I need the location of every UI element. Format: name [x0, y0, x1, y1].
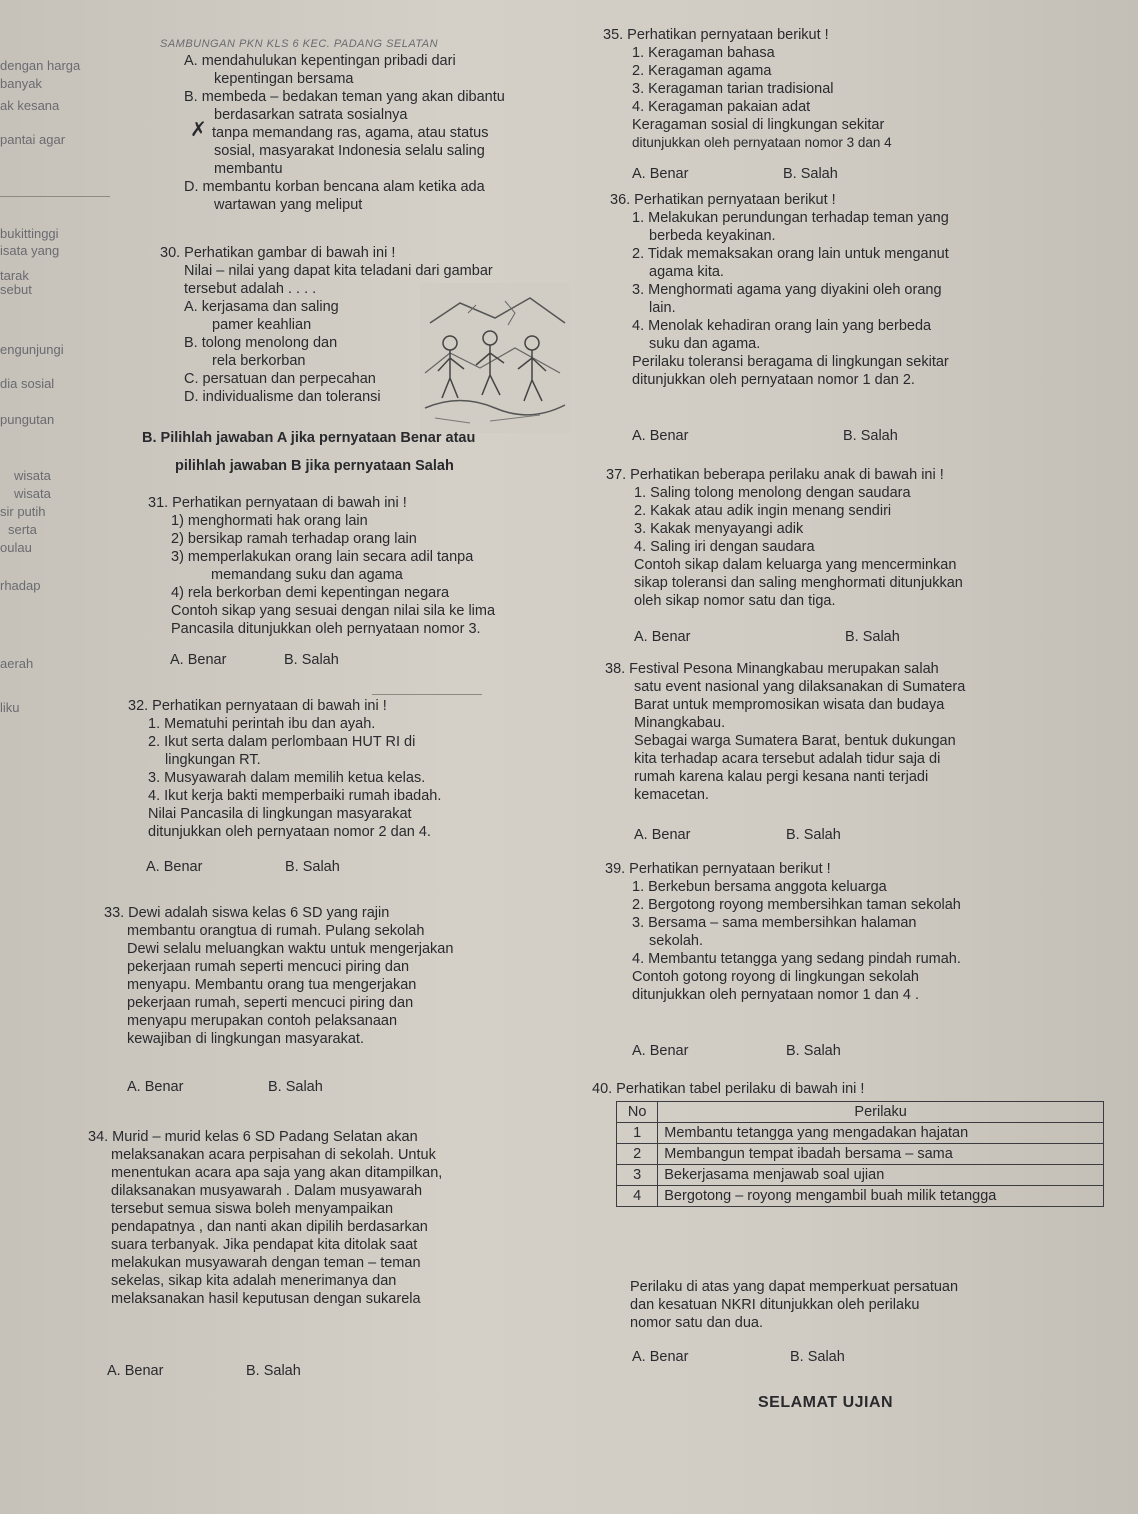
q40-stem: 40. Perhatikan tabel perilaku di bawah ini ! [592, 1081, 865, 1097]
statement-cont: sekolah. [649, 933, 704, 949]
q38-line: Minangkabau. [634, 715, 726, 731]
statement: 2. Keragaman agama [632, 63, 772, 79]
q33-line: menyapu. Membantu orang tua mengerjakan [127, 977, 417, 993]
conclusion: Pancasila ditunjukkan oleh pernyataan nomor 3. [171, 621, 481, 637]
statement-cont: lain. [649, 300, 676, 316]
cross-mark-icon: ✗ [190, 119, 207, 141]
option-salah[interactable]: B. Salah [786, 827, 841, 843]
q33-line: menyapu merupakan contoh pelaksanaan [127, 1013, 398, 1029]
statement-cont: suku dan agama. [649, 336, 761, 352]
option-c-cont: sosial, masyarakat Indonesia selalu saling [214, 143, 485, 159]
question-31 [148, 494, 495, 638]
statement: 4. Saling iri dengan saudara [634, 539, 815, 555]
question-36 [610, 191, 949, 389]
q33-line: membantu orangtua di rumah. Pulang sekolah [127, 923, 425, 939]
margin-text: pantai agar [0, 132, 66, 147]
question-35 [603, 26, 892, 152]
q38-line: 38. Festival Pesona Minangkabau merupakan salah [605, 661, 939, 677]
question-32 [128, 697, 441, 841]
q34-line: sekelas, sikap kita adalah menerimanya dan [111, 1273, 397, 1289]
statement: 3. Kakak menyayangi adik [634, 521, 804, 537]
option-salah[interactable]: B. Salah [285, 859, 340, 875]
illustration-people-sketch [420, 283, 570, 433]
option-salah[interactable]: B. Salah [268, 1079, 323, 1095]
q34-line: suara terbanyak. Jika pendapat kita ditolak saat [111, 1237, 418, 1253]
conclusion: sikap toleransi dan saling menghormati ditunjukkan [634, 575, 963, 591]
document-header: SAMBUNGAN PKN KLS 6 KEC. PADANG SELATAN [160, 38, 439, 50]
option-benar[interactable]: A. Benar [632, 428, 689, 444]
option-salah[interactable]: B. Salah [845, 629, 900, 645]
option-salah[interactable]: B. Salah [246, 1363, 301, 1379]
q34-line: tersebut semua siswa boleh menyampaikan [111, 1201, 394, 1217]
q38-line: satu event nasional yang dilaksanakan di Sumatera [634, 679, 966, 695]
margin-text: dengan harga [0, 58, 81, 73]
q37-stem: 37. Perhatikan beberapa perilaku anak di bawah ini ! [606, 467, 944, 483]
statement: 1. Melakukan perundungan terhadap teman yang [632, 210, 949, 226]
table-row [617, 1165, 1104, 1186]
conclusion: Keragaman sosial di lingkungan sekitar [632, 117, 885, 133]
option-salah[interactable]: B. Salah [786, 1043, 841, 1059]
option-benar[interactable]: A. Benar [632, 1349, 689, 1365]
illustration-image [420, 283, 570, 433]
option-d-cont: wartawan yang meliput [214, 197, 363, 213]
q40-conclusion [630, 1278, 958, 1332]
option-a-cont: pamer keahlian [212, 317, 312, 333]
q33-line: kewajiban di lingkungan masyarakat. [127, 1031, 364, 1047]
statement: 4. Membantu tetangga yang sedang pindah rumah. [632, 951, 961, 967]
statement: 4. Menolak kehadiran orang lain yang berbeda [632, 318, 932, 334]
question-37 [606, 466, 963, 610]
margin-text: pungutan [0, 412, 55, 427]
margin-text: rhadap [0, 578, 41, 593]
option-benar[interactable]: A. Benar [127, 1079, 184, 1095]
margin-text: sebut [0, 282, 32, 297]
margin-text: dia sosial [0, 376, 55, 391]
q38-line: kita terhadap acara tersebut adalah tidur saja di [634, 751, 941, 767]
margin-text: bukittinggi [0, 226, 59, 241]
cell-no: 3 [617, 1165, 658, 1186]
conclusion: Contoh sikap dalam keluarga yang mencerminkan [634, 557, 957, 573]
option-salah[interactable]: B. Salah [790, 1349, 845, 1365]
margin-text: wisata [14, 468, 51, 483]
statement: 4) rela berkorban demi kepentingan negara [171, 585, 450, 601]
q38-line: rumah karena kalau pergi kesana nanti terjadi [634, 769, 929, 785]
q34-line: menentukan acara apa saja yang akan ditampilkan, [111, 1165, 443, 1181]
q32-stem: 32. Perhatikan pernyataan di bawah ini ! [128, 698, 387, 714]
q34-line: melaksanakan acara perpisahan di sekolah. Untuk [111, 1147, 436, 1163]
option-a-cont: kepentingan bersama [214, 71, 354, 87]
option-salah[interactable]: B. Salah [843, 428, 898, 444]
q34-line: melaksanakan hasil keputusan dengan sukarela [111, 1291, 421, 1307]
margin-text: wisata [14, 486, 51, 501]
conclusion: ditunjukkan oleh pernyataan nomor 2 dan 4. [148, 824, 431, 840]
margin-text: oulau [0, 540, 32, 555]
margin-text: aerah [0, 656, 34, 671]
option-benar[interactable]: A. Benar [146, 859, 203, 875]
option-b-cont: rela berkorban [212, 353, 306, 369]
cell-no: 4 [617, 1186, 658, 1207]
q38-line: Barat untuk mempromosikan wisata dan budaya [634, 697, 945, 713]
statement: 1. Keragaman bahasa [632, 45, 775, 61]
conclusion: oleh sikap nomor satu dan tiga. [634, 593, 836, 609]
option-c-text: tanpa memandang ras, agama, atau status [212, 125, 489, 141]
q30-stem: 30. Perhatikan gambar di bawah ini ! [160, 245, 396, 261]
statement: 2. Tidak memaksakan orang lain untuk menganut [632, 246, 949, 262]
option-c-cont2: membantu [214, 161, 283, 177]
q31-stem: 31. Perhatikan pernyataan di bawah ini ! [148, 495, 407, 511]
question-29-options [184, 52, 505, 214]
conclusion: Contoh sikap yang sesuai dengan nilai sila ke lima [171, 603, 496, 619]
conclusion: Contoh gotong royong di lingkungan sekolah [632, 969, 919, 985]
option-benar[interactable]: A. Benar [634, 827, 691, 843]
conclusion: nomor satu dan dua. [630, 1315, 764, 1331]
margin-text: banyak [0, 76, 42, 91]
statement: 1. Mematuhi perintah ibu dan ayah. [148, 716, 376, 732]
statement: 2. Bergotong royong membersihkan taman sekolah [632, 897, 961, 913]
q36-stem: 36. Perhatikan pernyataan berikut ! [610, 192, 836, 208]
q34-line: pendapatnya , dan nanti akan dipilih berdasarkan [111, 1219, 428, 1235]
cell-perilaku: Bekerjasama menjawab soal ujian [658, 1165, 1104, 1186]
q34-line: 34. Murid – murid kelas 6 SD Padang Selatan akan [88, 1129, 418, 1145]
statement: 3. Bersama – sama membersihkan halaman [632, 915, 917, 931]
option-benar[interactable]: A. Benar [107, 1363, 164, 1379]
conclusion: ditunjukkan oleh pernyataan nomor 1 dan 4 . [632, 987, 919, 1003]
statement-cont: berbeda keyakinan. [649, 228, 776, 244]
statement: 3. Musyawarah dalam memilih ketua kelas. [148, 770, 426, 786]
question-34 [88, 1128, 442, 1308]
q33-line: 33. Dewi adalah siswa kelas 6 SD yang rajin [104, 905, 390, 921]
option-c [184, 119, 505, 142]
option-b: B. tolong menolong dan [184, 335, 338, 351]
statement: 3. Keragaman tarian tradisional [632, 81, 834, 97]
conclusion: dan kesatuan NKRI ditunjukkan oleh perilaku [630, 1297, 920, 1313]
margin-text: ak kesana [0, 98, 60, 113]
option-d: D. individualisme dan toleransi [184, 389, 381, 405]
section-b-instruction-cont: pilihlah jawaban B jika pernyataan Salah [175, 458, 454, 474]
statement: 3. Menghormati agama yang diyakini oleh orang [632, 282, 942, 298]
margin-text: isata yang [0, 243, 60, 258]
statement: 2) bersikap ramah terhadap orang lain [171, 531, 417, 547]
option-benar[interactable]: A. Benar [632, 1043, 689, 1059]
option-benar[interactable]: A. Benar [634, 629, 691, 645]
statement-cont: lingkungan RT. [165, 752, 261, 768]
statement: 1) menghormati hak orang lain [171, 513, 368, 529]
option-benar[interactable]: A. Benar [632, 166, 689, 182]
section-b-instruction: B. Pilihlah jawaban A jika pernyataan Benar atau [142, 430, 476, 446]
option-a: A. kerjasama dan saling [184, 299, 339, 315]
cell-perilaku: Bergotong – royong mengambil buah milik tetangga [658, 1186, 1104, 1207]
question-39 [605, 860, 961, 1004]
margin-text: sir putih [0, 504, 46, 519]
q33-line: Dewi selalu meluangkan waktu untuk mengerjakan [127, 941, 454, 957]
conclusion: ditunjukkan oleh pernyataan nomor 3 dan 4 [632, 135, 892, 150]
question-33 [104, 904, 453, 1048]
q38-line: Sebagai warga Sumatera Barat, bentuk dukungan [634, 733, 956, 749]
q30-line: tersebut adalah . . . . [184, 281, 317, 297]
margin-text: tarak [0, 268, 29, 283]
q38-line: kemacetan. [634, 787, 709, 803]
statement: 4. Keragaman pakaian adat [632, 99, 811, 115]
perilaku-table [616, 1101, 1104, 1207]
q33-line: pekerjaan rumah seperti mencuci piring dan [127, 959, 410, 975]
margin-text: serta [8, 522, 37, 537]
conclusion: Nilai Pancasila di lingkungan masyarakat [148, 806, 412, 822]
q34-line: dilaksanakan musyawarah . Dalam musyawarah [111, 1183, 423, 1199]
option-b-cont: berdasarkan satrata sosialnya [214, 107, 408, 123]
margin-text: liku [0, 700, 20, 715]
conclusion: Perilaku di atas yang dapat memperkuat persatuan [630, 1279, 959, 1295]
table-row [617, 1144, 1104, 1165]
option-c: C. persatuan dan perpecahan [184, 371, 376, 387]
statement: 1. Berkebun bersama anggota keluarga [632, 879, 887, 895]
option-a: A. mendahulukan kepentingan pribadi dari [184, 53, 456, 69]
statement: 2. Ikut serta dalam perlombaan HUT RI di [148, 734, 416, 750]
option-d: D. membantu korban bencana alam ketika ada [184, 179, 485, 195]
cell-perilaku: Membangun tempat ibadah bersama – sama [658, 1144, 1104, 1165]
option-benar[interactable]: A. Benar [170, 652, 227, 668]
conclusion: ditunjukkan oleh pernyataan nomor 1 dan 2. [632, 372, 915, 388]
statement: 3) memperlakukan orang lain secara adil tanpa [171, 549, 474, 565]
column-header-no: No [617, 1102, 658, 1123]
statement-cont: agama kita. [649, 264, 724, 280]
option-b: B. membeda – bedakan teman yang akan dibantu [184, 89, 505, 105]
table-row [617, 1123, 1104, 1144]
option-salah[interactable]: B. Salah [284, 652, 339, 668]
statement-cont: memandang suku dan agama [211, 567, 403, 583]
column-header-perilaku: Perilaku [658, 1102, 1104, 1123]
statement: 2. Kakak atau adik ingin menang sendiri [634, 503, 892, 519]
statement: 4. Ikut kerja bakti memperbaiki rumah ibadah. [148, 788, 442, 804]
conclusion: Perilaku toleransi beragama di lingkungan sekitar [632, 354, 949, 370]
q30-line: Nilai – nilai yang dapat kita teladani dari gambar [184, 263, 493, 279]
table-row [617, 1186, 1104, 1207]
q34-line: melakukan musyawarah dengan teman – teman [111, 1255, 421, 1271]
cell-no: 1 [617, 1123, 658, 1144]
option-salah[interactable]: B. Salah [783, 166, 838, 182]
margin-text: engunjungi [0, 342, 64, 357]
statement: 1. Saling tolong menolong dengan saudara [634, 485, 911, 501]
question-38 [605, 660, 965, 804]
q39-stem: 39. Perhatikan pernyataan berikut ! [605, 861, 831, 877]
cell-perilaku: Membantu tetangga yang mengadakan hajatan [658, 1123, 1104, 1144]
cell-no: 2 [617, 1144, 658, 1165]
closing-text: SELAMAT UJIAN [758, 1394, 894, 1411]
q33-line: pekerjaan rumah, seperti mencuci piring dan [127, 995, 414, 1011]
table-header-row [617, 1102, 1104, 1123]
q35-stem: 35. Perhatikan pernyataan berikut ! [603, 27, 829, 43]
